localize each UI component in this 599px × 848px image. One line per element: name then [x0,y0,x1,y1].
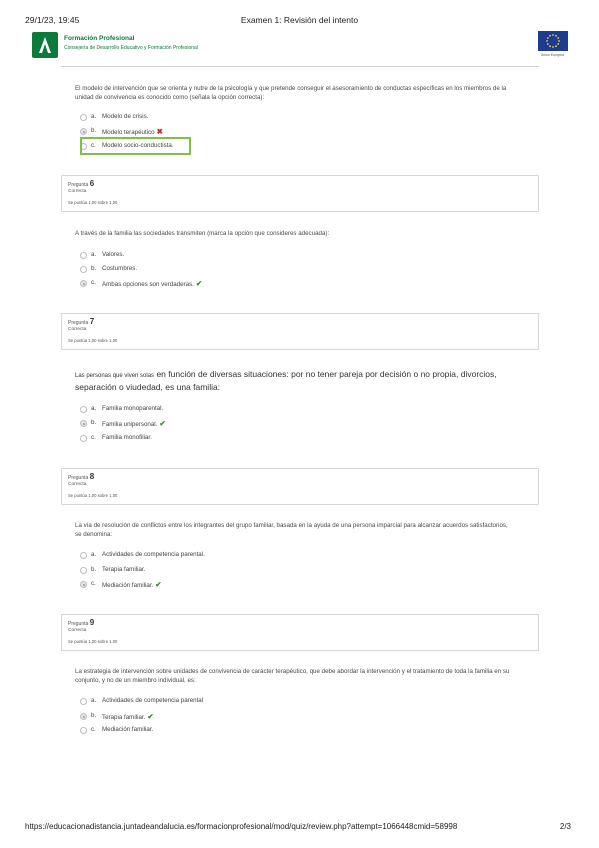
radio-button-checked[interactable] [80,581,87,588]
question-8-text: La vía de resolución de conflictos entre los integrantes del grupo familiar, basada en la ayuda de una persona imparcial para alcanzar acuerdos satisfactorios, se denomina: [75,522,508,538]
question-divider [61,66,539,67]
radio-button-checked[interactable] [80,420,87,427]
junta-logo-icon [32,32,58,58]
print-title: Examen 1: Revisión del intento [240,15,359,25]
option-label: Modelo de crisis. [102,113,149,120]
question-status: Correcta [68,628,87,633]
question-number: 8 [89,472,95,481]
radio-button[interactable] [80,552,87,559]
radio-button[interactable] [80,727,87,734]
question-score: Se puntúa 1,00 sobre 1,00 [68,338,118,343]
print-header [0,15,599,27]
question-number: 7 [89,317,95,326]
question-info-8: Pregunta 8 Correcta Se puntúa 1,00 sobre 1,00 [61,468,539,505]
option-label: Familia monoparental. [102,405,164,412]
page-url: https://educacionadistancia.juntadeandalucia.es/formacionprofesional/mod/quiz/review.php?attempt=1066448cmid=58998 [25,822,458,831]
radio-button[interactable] [80,406,87,413]
option-label: Familia monofiliar. [102,434,152,441]
incorrect-icon: ✖ [156,127,163,136]
question-info-9: Pregunta 9 Correcta Se puntúa 1,00 sobre 1,00 [61,614,539,651]
option-label: Mediación familiar. [102,726,154,733]
option-label: Familia unipersonal. ✔ [102,419,166,428]
correct-icon: ✔ [195,279,203,288]
option-label: Actividades de competencia parental [102,697,204,704]
eu-caption: Unión Europea [540,53,564,57]
question-6-text: A través de la familia las sociedades transmiten (marca la opción que consideres adecuada): [75,230,330,237]
option-label: Costumbres. [102,265,138,272]
radio-button-checked[interactable] [80,128,87,135]
correct-answer-highlight [80,137,191,155]
radio-button[interactable] [80,698,87,705]
question-score: Se puntúa 1,00 sobre 1,00 [68,639,118,644]
question-5-text: El modelo de intervención que se orienta y nutre de la psicología y que pretende conseguir el asesoramiento de conductas específicas en los miembros de la unidad de convivencia es conocido como (señala la opción correcta): [75,85,507,101]
brand-subtitle: Consejería de Desarrollo Educativo y Formación Profesional [64,45,198,51]
eu-flag-icon [538,31,568,51]
question-info-6: Pregunta 6 Correcta Se puntúa 1,00 sobre 1,00 [61,175,539,212]
option-label: Modelo socio-conductista. [102,142,174,149]
question-status: Correcta [68,327,87,332]
radio-button-checked[interactable] [80,713,87,720]
radio-button[interactable] [80,567,87,574]
question-status: Correcta [68,482,87,487]
correct-icon: ✔ [147,712,154,721]
question-info-7: Pregunta 7 Correcta Se puntúa 1,00 sobre 1,00 [61,313,539,350]
question-score: Se puntúa 1,00 sobre 1,00 [68,200,118,205]
option-label: Ambas opciones son verdaderas. ✔ [102,279,203,288]
radio-button-checked[interactable] [80,280,87,287]
option-label: Modelo terapéutico ✖ [102,127,163,136]
question-9-text: La estrategia de intervención sobre unidades de convivencia de carácter terapéutico, que debe abordar la intervención y el tratamiento de toda la familia en su conjunto, y no de un miembro individual, es: [75,668,510,684]
question-number: 9 [89,618,95,627]
brand-bar [30,30,570,62]
radio-button[interactable] [80,114,87,121]
question-number: 6 [89,179,95,188]
option-label: Terapia familiar. ✔ [102,712,154,721]
page-number: 2/3 [559,822,571,831]
correct-icon: ✔ [159,419,166,428]
option-label: Valores. [102,251,125,258]
radio-button[interactable] [80,435,87,442]
brand-title: Formación Profesional [64,35,135,42]
option-label: Terapia familiar. [102,566,146,573]
print-footer [0,822,599,834]
option-label: Mediación familiar. ✔ [102,580,162,589]
correct-icon: ✔ [155,580,162,589]
question-7-text: Las personas que viven solas en función de diversas situaciones: por no tener pareja por decisión o no propia, divorcios, separación o viudedad, es una familia: [75,369,497,392]
question-status: Correcta [68,189,87,194]
question-score: Se puntúa 1,00 sobre 1,00 [68,493,118,498]
print-date: 29/1/23, 19:45 [25,15,80,25]
radio-button[interactable] [80,252,87,259]
radio-button[interactable] [80,266,87,273]
option-label: Actividades de competencia parental. [102,551,205,558]
